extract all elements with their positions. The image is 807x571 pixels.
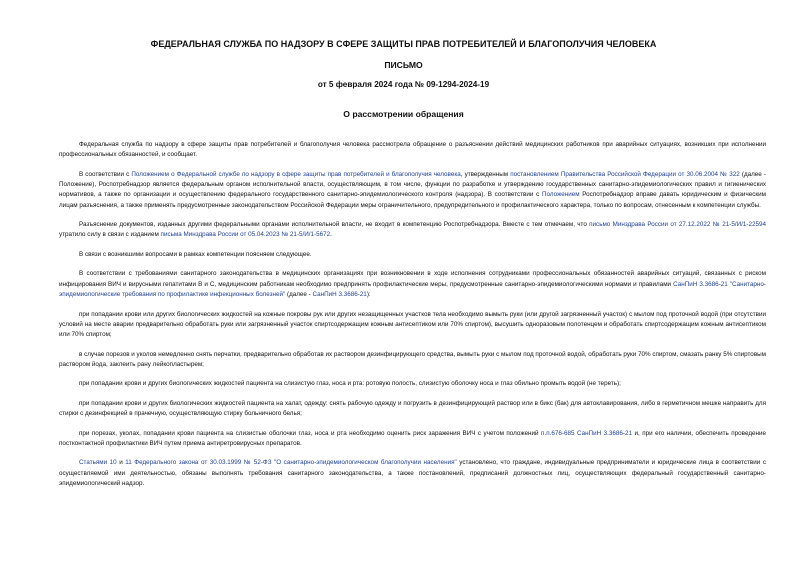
paragraph-skin-contact: при попадании крови или других биологических жидкостей на кожные покровы рук или других незащищенных участков тела необходимо вымыть руки (или другой загрязненный участок) с мылом под проточной водой (при отсутствии условий на месте аварии предварительно обработать руки или загрязненный участок спиртсодержащим кожным антисептиком или 70% спиртом), высушить одноразовым полотенцем и обработать спиртсодержащим кожным антисептиком или 70% спиртом; bbox=[59, 310, 766, 339]
link-regulation[interactable]: Положением о Федеральной службе по надзору в сфере защиты прав потребителей и благополучия человека bbox=[131, 170, 461, 178]
text-span: (далее - Положение), Роспотребнадзор является федеральным органом исполнительной власти, осуществляющим, в том числе, функции по разработке и утверждению государственных санитарно-эпидемиологических правил и гигиенических нормативов, а также по организации и осуществлению федерального государственного санитарно-эпидемиологического контроля (надзора). В соответствии с bbox=[59, 170, 766, 199]
document-subject: О рассмотрении обращения bbox=[343, 109, 464, 119]
document-type: ПИСЬМО bbox=[384, 60, 423, 70]
text-span: , утвержденным bbox=[460, 170, 511, 178]
link-minzdrav-letter-2023[interactable]: письма Минздрава России от 05.04.2023 № 21-5/И/1-5672 bbox=[160, 231, 331, 239]
link-federal-law-52fz[interactable]: 11 Федерального закона от 30.03.1999 № 52-ФЗ "О санитарно-эпидемиологическом благополучии населения" bbox=[125, 459, 457, 467]
paragraph-explanation-intro: В связи с возникшими вопросами в рамках компетенции поясняем следующее. bbox=[79, 250, 312, 258]
paragraph-sanitary-requirements bbox=[59, 269, 766, 300]
text-span: и, при его наличии, обеспечить проведение постконтактной профилактики ВИЧ путем приема антиретровирусных препаратов. bbox=[59, 429, 766, 447]
text-span: утратило силу в связи с изданием bbox=[59, 231, 161, 239]
paragraph-hiv-risk bbox=[59, 429, 766, 450]
text-span: (далее - bbox=[285, 291, 313, 299]
link-article-10[interactable]: Статьями 10 bbox=[79, 459, 117, 467]
text-span: ): bbox=[366, 291, 371, 299]
document-date-number: от 5 февраля 2024 года № 09-1294-2024-19 bbox=[317, 80, 490, 89]
paragraph-federal-law bbox=[59, 458, 766, 489]
paragraph-mucous-contact: при попадании крови и других биологических жидкостей пациента на слизистую глаз, носа и рта: ротовую полость, слизистую оболочку носа и глаз обильно промыть водой (не тереть); bbox=[79, 380, 621, 388]
text-span: В соответствии с требованиями санитарного законодательства в медицинских организациях при возникновении в ходе исполнения сотрудниками профессиональных обязанностей аварийных ситуаций, связанных с риском инфицирования ВИЧ и вирусными гепатитами В и С, медицинским работникам необходимо предпринять профилактические меры, предусмотренные санитарно-эпидемиологическими нормами и правилами bbox=[59, 270, 766, 288]
agency-title: ФЕДЕРАЛЬНАЯ СЛУЖБА ПО НАДЗОРУ В СФЕРЕ ЗАЩИТЫ ПРАВ ПОТРЕБИТЕЛЕЙ И БЛАГОПОЛУЧИЯ ЧЕЛОВЕКА bbox=[150, 39, 657, 49]
text-span: при порезах, уколах, попадании крови пациента на слизистые оболочки глаз, носа и рта необходимо оценить риск заражения ВИЧ с учетом положений bbox=[79, 429, 542, 437]
paragraph-cuts-punctures: в случае порезов и уколов немедленно снять перчатки, предварительно обработав их раствором дезинфицирующего средства, вымыть руки с мылом под проточной водой, обработать руки 70% спиртом, смазать ранку 5% спиртовым раствором йода, заклеить рану лейкопластырем; bbox=[59, 350, 767, 368]
paragraph-regulation bbox=[59, 170, 766, 211]
link-sanpin-clauses[interactable]: п.п.676-685 СанПиН 3.3686-21 bbox=[541, 429, 632, 437]
link-minzdrav-letter-2022[interactable]: письмо Минздрава России от 27.12.2022 № 21-5/И/1-22594 bbox=[589, 221, 767, 229]
link-government-decree[interactable]: постановлением Правительства Российской Федерации от 30.06.2004 № 322 bbox=[510, 170, 740, 178]
text-span: В соответствии с bbox=[79, 170, 132, 178]
document-body bbox=[59, 140, 766, 498]
link-regulation-2[interactable]: Положением bbox=[541, 191, 580, 199]
paragraph-intro: Федеральная служба по надзору в сфере защиты прав потребителей и благополучия человека рассмотрела обращение о разъяснении действий медицинских работников при аварийных ситуациях, возникших при исполнении профессиональных обязанностей, и сообщает. bbox=[59, 141, 766, 159]
paragraph-competence bbox=[59, 220, 766, 241]
text-span: Роспотребнадзор вправе давать юридическим и физическим лицам разъяснения, а также применять предусмотренные законодательством Российской Федерации меры ограничительного, предупредительного и профилактического характера, только по вопросам, отнесенным к компетенции службы. bbox=[59, 191, 766, 209]
text-span: и bbox=[116, 459, 126, 467]
text-span: Разъяснение документов, изданных другими федеральными органами исполнительной власти, не входит в компетенцию Роспотребнадзора. Вместе с тем отмечаем, что bbox=[79, 221, 590, 229]
text-span: установлено, что граждане, индивидуальные предприниматели и юридические лица в соответствии с осуществляемой ими деятельностью, обязаны выполнять требования санитарного законодательства, а также постановлений, предписаний должностных лиц, осуществляющих федеральный государственный санитарно-эпидемиологический надзор. bbox=[59, 459, 766, 487]
paragraph-clothing-contact: при попадании крови и других биологических жидкостей пациента на халат, одежду: снять рабочую одежду и погрузить в дезинфицирующий раствор или в бикс (бак) для автоклавирования, либо в герметичном мешке направить для стирки с дезинфекцией в прачечную, осуществляющую стирку больничного белья; bbox=[59, 399, 766, 418]
text-span: . bbox=[330, 231, 332, 239]
link-sanpin-short[interactable]: СанПиН 3.3686-21 bbox=[312, 291, 367, 299]
link-sanpin[interactable]: СанПиН 3.3686-21 "Санитарно-эпидемиологические требования по профилактике инфекционных болезней" bbox=[59, 280, 767, 299]
